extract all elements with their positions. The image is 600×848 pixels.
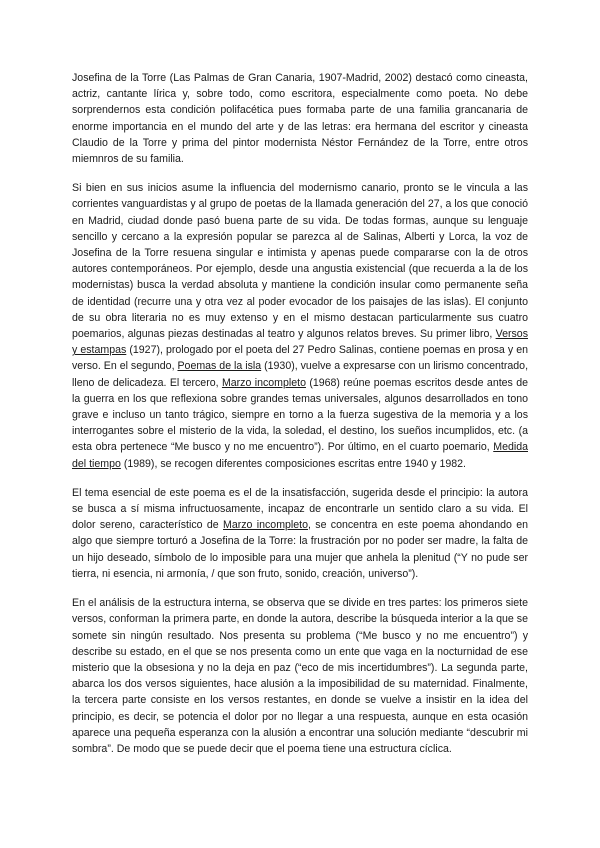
text-segment: (1927), prologado por el poeta del 27 Pedro Salinas, contiene poemas en prosa y en verso. En el segundo,	[72, 344, 529, 373]
text-segment: , se concentra en este poema ahondando en algo que siempre torturó a Josefina de la Torre: la frustración por no poder ser madre, la falta de un hijo deseado, símbolo de lo imposible para una mujer que anhela la plenitud (“Y no pude ser tierra, ni esencia, ni armonía, / que son fruto, sonido, creación, universo”).	[72, 519, 528, 580]
book-title-medida-del-tiempo: Medida del tiempo	[72, 441, 528, 470]
book-title-marzo-incompleto: Marzo incompleto	[221, 376, 306, 389]
text-segment: En el análisis de la estructura interna, se observa que se divide en tres partes: los primeros siete versos, conforman la primera parte, en donde la autora, describe la búsqueda interior a la que se somete sin ningún resultado. Nos presenta su problema (“Me busco y no me encuentro”) y describe su estado, en el que se nos presenta como un ente que vaga en la nocturnidad de ese misterio que la obsesiona y no la deja en paz (“eco de mis incertidumbres”). La segunda parte, abarca los dos versos siguientes, hace alusión a la imposibilidad de su maternidad. Finalmente, la tercera parte consiste en los versos restantes, en donde se vuelve a insistir en la idea del principio, es decir, se potencia el dolor por no llegar a una respuesta, aunque en esta ocasión aparece una pequeña esperanza con la alusión a encontrar una solución mediante “descubrir mi sombra”. De modo que se puede decir que el poema tiene una estructura cíclica.	[72, 597, 528, 755]
text-segment: Josefina de la Torre (Las Palmas de Gran Canaria, 1907-Madrid, 2002) destacó como cineasta, actriz, cantante lírica y, sobre todo, como escritora, especialmente como poeta. No debe sorprendernos esta condición polifacética pues formaba parte de una familia grancanaria de enorme importancia en el mundo del arte y de las letras: era hermana del escritor y cineasta Claudio de la Torre y prima del pintor modernista Néstor Fernández de la Torre, entre otros miemnros de su familia.	[72, 72, 528, 166]
book-title-marzo-incompleto: Marzo incompleto	[223, 519, 308, 532]
document-page	[72, 70, 528, 770]
text-segment: El tema esencial de este poema es el de la insatisfacción, sugerida desde el principio: la autora se busca a sí misma infructuosamente, incapaz de encontrarle un sentido claro a su vida. El dolor sereno, característico de	[72, 486, 528, 532]
paragraph-intro	[72, 70, 528, 167]
book-title-versos-y-estampas: Versos y estampas	[72, 328, 528, 357]
text-segment: (1930), vuelve a expresarse con un lirismo concentrado, lleno de delicadeza. El tercero,	[72, 360, 529, 389]
paragraph-theme	[72, 485, 528, 582]
paragraph-influences	[72, 180, 528, 472]
text-segment: (1968) reúne poemas escritos desde antes de la guerra en los que reflexiona sobre grandes temas universales, algunos desarrollados en tono grave e incluso un tanto trágico, siempre en torno a la fuerza sugestiva de la memoria y a los interrogantes sobre el misterio de la vida, la soledad, el destino, los sueños incumplidos, etc. (a esta obra pertenece “Me busco y no me encuentro”). Por último, en el cuarto poemario,	[72, 376, 529, 454]
text-segment: (1989), se recogen diferentes composiciones escritas entre 1940 y 1982.	[120, 457, 466, 470]
text-segment: Si bien en sus inicios asume la influencia del modernismo canario, pronto se le vincula a las corrientes vanguardistas y al grupo de poetas de la llamada generación del 27, a los que conoció en Madrid, ciudad donde pasó buena parte de su vida. De todas formas, aunque su lenguaje sencillo y cercano a la expresión popular se parezca al de Salinas, Alberti y Lorca, la voz de Josefina de la Torre resuena singular e intimista y apenas puede compararse con la de otros autores contemporáneos. Por ejemplo, desde una angustia existencial (que recuerda a la de los modernistas) busca la verdad absoluta y mantiene la condición insular como permanente seña de identidad (recurre una y otra vez al poder evocador de los paisajes de las islas). El conjunto de su obra literaria no es muy extenso y en el mismo destacan particularmente sus cuatro poemarios, algunas piezas destinadas al teatro y algunos relatos breves. Su primer libro,	[72, 182, 528, 341]
book-title-poemas-de-la-isla: Poemas de la isla	[177, 360, 262, 373]
paragraph-structure	[72, 595, 528, 757]
